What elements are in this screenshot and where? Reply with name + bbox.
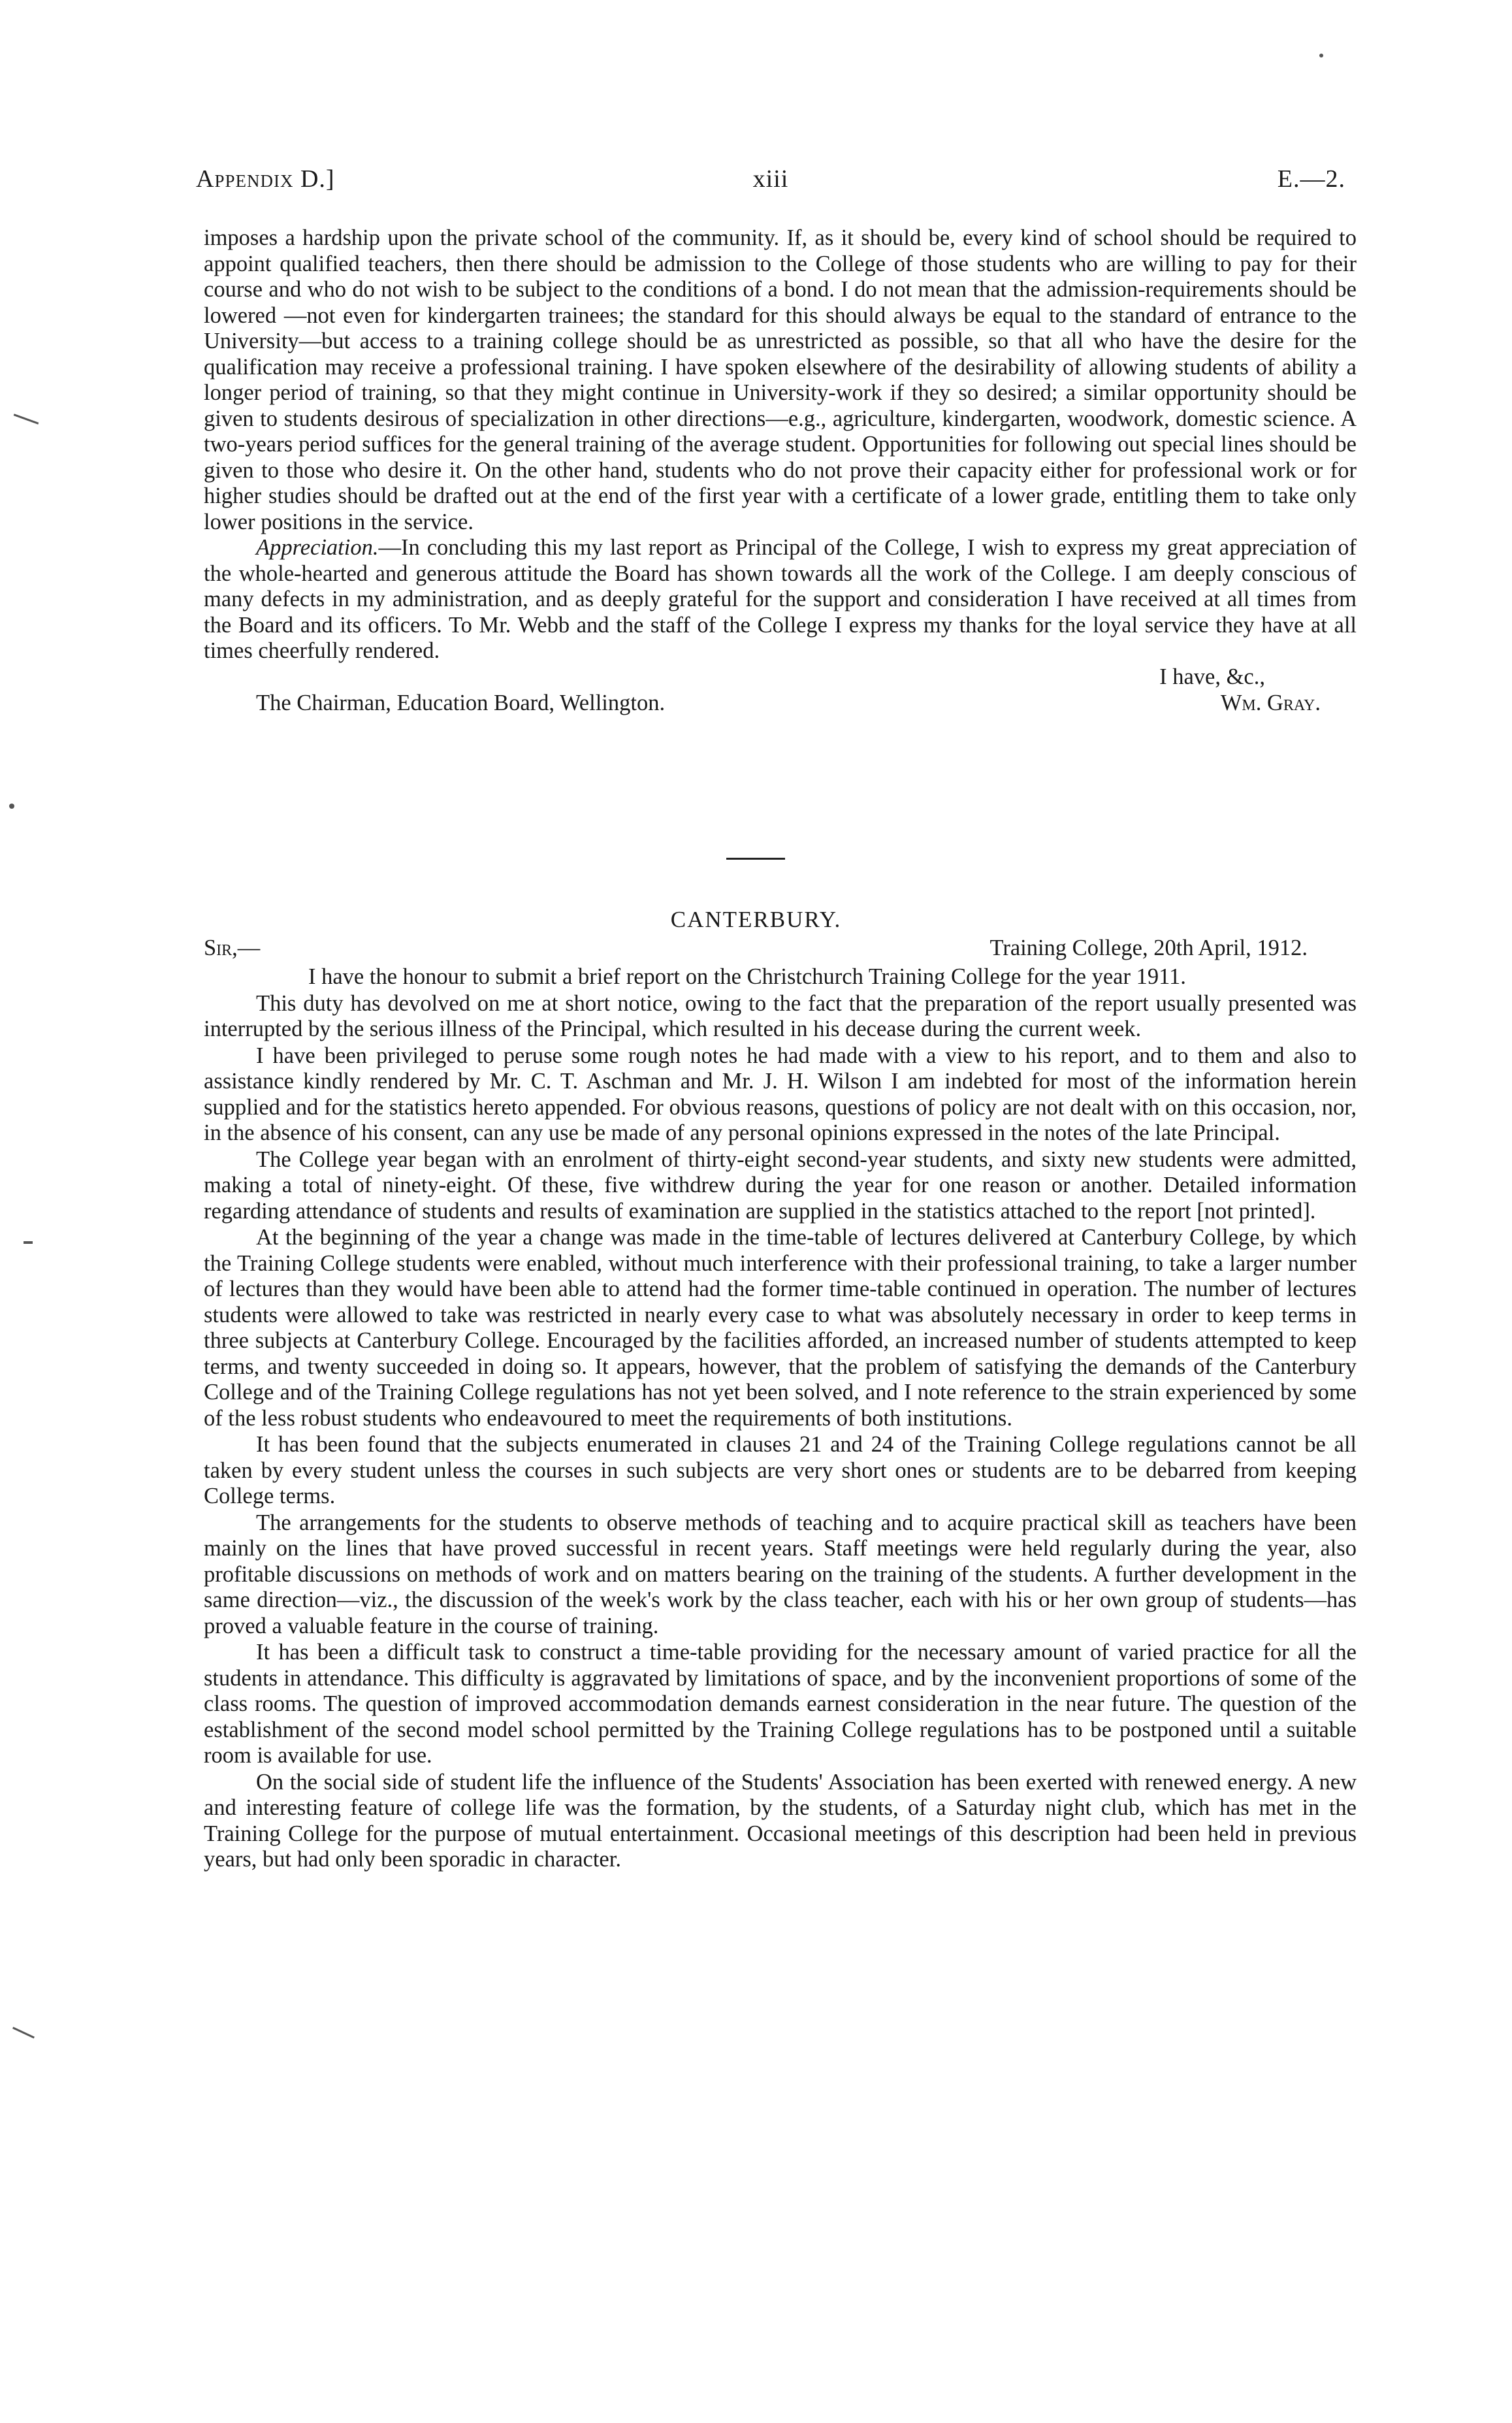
margin-mark	[14, 414, 39, 424]
paragraph: This duty has devolved on me at short notice, owing to the fact that the preparation of the report usually presented was interrupted by the serious illness of the Principal, which resulted in his decease during the current week.	[204, 990, 1357, 1041]
margin-mark	[9, 804, 14, 809]
dateline: Training College, 20th April, 1912.	[989, 935, 1308, 960]
header-page-number: xiii	[752, 165, 789, 193]
paragraph: It has been a difficult task to construct a time-table providing for the necessary amount of varied practice for all the students in attendance. This difficulty is aggravated by limitations of space, and by the inconvenient proportions of some of the class rooms. The question of improved accommodation demands earnest consideration in the near future. The question of the establishment of the second model school permitted by the Training College regulations has to be postponed until a suitable room is available for use.	[204, 1640, 1357, 1768]
paragraph: It has been found that the subjects enumerated in clauses 21 and 24 of the Training College regulations cannot be all taken by every student unless the courses in such subjects are very short ones or students are to be debarred from keeping College terms.	[204, 1432, 1357, 1508]
closing-text: I have, &c.,	[1159, 664, 1265, 689]
appreciation-paragraph	[204, 535, 1357, 664]
signature-row	[204, 691, 1357, 717]
margin-mark	[12, 2027, 35, 2039]
appreciation-label: Appreciation.	[256, 535, 379, 560]
margin-mark	[24, 1241, 33, 1244]
appreciation-text: —In concluding this my last report as Principal of the College, I wish to express my great appreciation of the whole-hearted and generous attitude the Board has shown towards all the work of the College. I am deeply conscious of many defects in my administration, and as deeply grateful for the support and consideration I have received at all times from the Board and its officers. To Mr. Webb and the staff of the College I express my thanks for the loyal service they have at all times cheerfully rendered.	[204, 535, 1357, 663]
signature: Wm. Gray.	[1220, 690, 1321, 715]
header-reference: E.—2.	[1277, 165, 1345, 193]
section-previous-report	[204, 225, 1357, 717]
section-divider	[726, 858, 785, 860]
header-appendix: Appendix D.]	[196, 165, 335, 193]
paragraph: imposes a hardship upon the private school of the community. If, as it should be, every kind of school should be required to appoint qualified teachers, then there should be admission to the College of those students who are willing to pay for their course and who do not wish to be subject to the conditions of a bond. I do not mean that the admission-requirements should be lowered —not even for kindergarten trainees; the standard for this should always be equal to the standard of entrance to the University—but access to a training college should be as unrestricted as possible, so that all who have the desire for the qualification may receive a professional training. I have spoken elsewhere of the desirability of allowing students of ability a longer period of training, so that they might continue in University-work if they so desired; a similar opportunity should be given to students desirous of specialization in other directions—e.g., agriculture, kindergarten, woodwork, domestic science. A two-years period suffices for the general training of the average student. Opportunities for following out special lines should be given to those who desire it. On the other hand, students who do not prove their capacity either for professional work or for higher studies should be drafted out at the end of the first year with a certificate of a lower grade, entitling them to take only lower positions in the service.	[204, 225, 1357, 534]
paragraph: I have been privileged to peruse some rough notes he had made with a view to his report, and to them and also to assistance kindly rendered by Mr. C. T. Aschman and Mr. J. H. Wilson I am indebted for most of the information herein supplied and for the statistics hereto appended. For obvious reasons, questions of policy are not dealt with on this occasion, nor, in the absence of his consent, can any use be made of any personal opinions expressed in the notes of the late Principal.	[204, 1043, 1357, 1145]
margin-mark	[1319, 54, 1323, 57]
addressee: The Chairman, Education Board, Wellington.	[256, 690, 666, 715]
paragraph: I have the honour to submit a brief report on the Christchurch Training College for the year 1911.	[308, 964, 1186, 989]
salutation-row	[204, 935, 1357, 963]
page-header	[196, 165, 1345, 204]
paragraph: At the beginning of the year a change was made in the time-table of lectures delivered at Canterbury College, by which the Training College students were enabled, without much interference with their professional training, to take a larger number of lectures than they would have been able to attend had the former time-table continued in operation. The number of lectures students were allowed to take was restricted in nearly every case to what was absolutely necessary in order to keep terms in three subjects at Canterbury College. Encouraged by the facilities afforded, an increased number of students attempted to keep terms, and twenty succeeded in doing so. It appears, however, that the problem of satisfying the demands of the Canterbury College and of the Training College regulations has not yet been solved, and I note reference to the strain experienced by some of the less robust students who endeavoured to meet the requirements of both institutions.	[204, 1225, 1357, 1431]
paragraph: On the social side of student life the influence of the Students' Association has been exerted with renewed energy. A new and interesting feature of college life was the formation, by the students, of a Saturday night club, which has met in the Training College for the purpose of mutual entertainment. Occasional meetings of this description had been held in previous years, but had only been sporadic in character.	[204, 1769, 1357, 1872]
salutation: Sir,—	[204, 935, 261, 960]
section-canterbury-report	[204, 964, 1357, 1874]
section-heading: CANTERBURY.	[670, 907, 842, 932]
paragraph: The arrangements for the students to observe methods of teaching and to acquire practical skill as teachers have been mainly on the lines that have proved successful in recent years. Staff meetings were held regularly during the year, also profitable discussions on methods of work and on matters bearing on the training of the students. A further development in the same direction—viz., the discussion of the week's work by the class teacher, each with his or her own group of students—has proved a valuable feature in the course of training.	[204, 1510, 1357, 1638]
paragraph: The College year began with an enrolment of thirty-eight second-year students, and sixty new students were admitted, making a total of ninety-eight. Of these, five withdrew during the year for one reason or another. Detailed information regarding attendance of students and results of examination are supplied in the statistics attached to the report [not printed].	[204, 1146, 1357, 1224]
closing-row	[204, 664, 1357, 691]
